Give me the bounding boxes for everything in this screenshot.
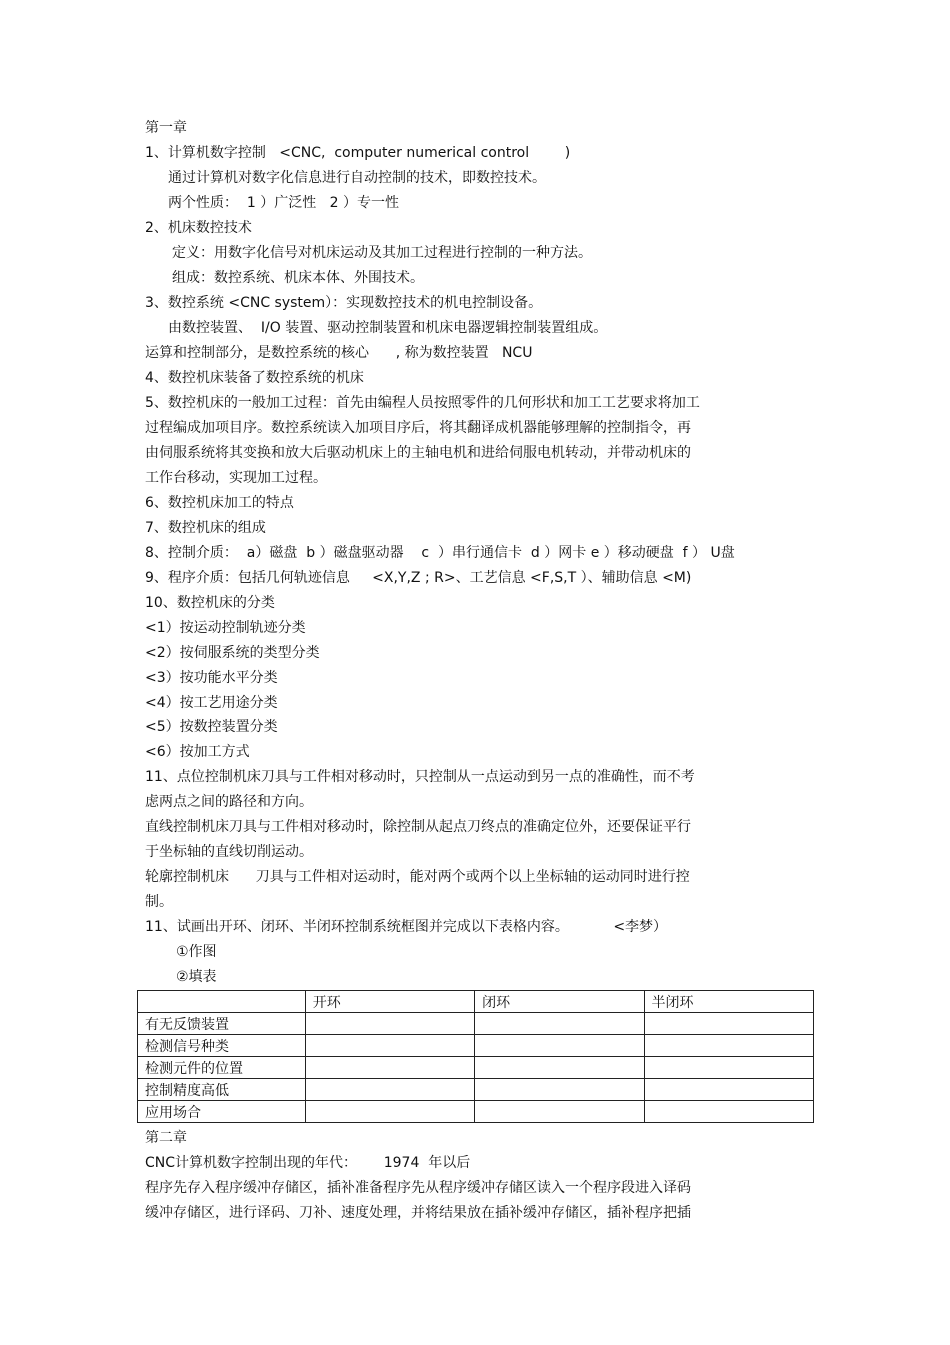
text-line: 直线控制机床刀具与工件相对移动时，除控制从起点刀终点的准确定位外，还要保证平行 (145, 819, 691, 835)
text-line: 4、数控机床装备了数控系统的机床 (145, 370, 364, 386)
text-line: <6）按加工方式 (145, 744, 250, 760)
control-system-table (137, 990, 814, 1123)
text-line: 两个性质： 1 ）广泛性 2 ）专一性 (168, 195, 399, 211)
text-line: 制。 (145, 894, 173, 910)
text-line: 5、数控机床的一般加工过程：首先由编程人员按照零件的几何形状和加工工艺要求将加工 (145, 395, 700, 411)
table-cell (475, 1101, 644, 1123)
text-line: 虑两点之间的路径和方向。 (145, 794, 313, 810)
text-line: ②填表 (176, 969, 217, 985)
table-cell (475, 1057, 644, 1079)
text-line: 1、计算机数字控制 <CNC, computer numerical control ) (145, 145, 571, 161)
text-line: 程序先存入程序缓冲存储区，插补准备程序先从程序缓冲存储区读入一个程序段进入译码 (145, 1180, 691, 1196)
text-line: 组成：数控系统、机床本体、外围技术。 (172, 270, 424, 286)
text-line: <5）按数控装置分类 (145, 719, 278, 735)
text-line: 定义：用数字化信号对机床运动及其加工过程进行控制的一种方法。 (172, 245, 592, 261)
chapter-1-title: 第一章 (145, 120, 187, 136)
row-label: 应用场合 (138, 1101, 306, 1123)
text-line: 3、数控系统 <CNC system）：实现数控技术的机电控制设备。 (145, 295, 543, 311)
table-cell (475, 1035, 644, 1057)
table-header-row (138, 991, 814, 1013)
row-label: 有无反馈装置 (138, 1013, 306, 1035)
text-line: <3）按功能水平分类 (145, 670, 278, 686)
text-line: 工作台移动，实现加工过程。 (145, 470, 327, 486)
text-line: 6、数控机床加工的特点 (145, 495, 294, 511)
table-row (138, 1035, 814, 1057)
table-cell (305, 1013, 474, 1035)
table-cell (475, 1013, 644, 1035)
text-line: <1）按运动控制轨迹分类 (145, 620, 306, 636)
table-header-cell (138, 991, 306, 1013)
text-line: 9、程序介质：包括几何轨迹信息 <X,Y,Z ; R>、工艺信息 <F,S,T ）、辅助信息 <M) (145, 570, 692, 586)
table-header-cell: 开环 (305, 991, 474, 1013)
table-cell (644, 1079, 814, 1101)
text-line: CNC计算机数字控制出现的年代： 1974 年以后 (145, 1155, 471, 1171)
table-cell (644, 1035, 814, 1057)
text-line: 过程编成加项目序。数控系统读入加项目序后，将其翻译成机器能够理解的控制指令，再 (145, 420, 691, 436)
text-line: 10、数控机床的分类 (145, 595, 275, 611)
table-cell (644, 1101, 814, 1123)
text-line: <2）按伺服系统的类型分类 (145, 645, 320, 661)
table-header-cell: 半闭环 (644, 991, 814, 1013)
text-line: 通过计算机对数字化信息进行自动控制的技术，即数控技术。 (168, 170, 546, 186)
row-label: 控制精度高低 (138, 1079, 306, 1101)
text-line: 运算和控制部分，是数控系统的核心 , 称为数控装置 NCU (145, 345, 533, 361)
text-line: ①作图 (176, 944, 217, 960)
text-line: 由数控装置、 I/O 装置、驱动控制装置和机床电器逻辑控制装置组成。 (168, 320, 608, 336)
table-row (138, 1013, 814, 1035)
text-line: 缓冲存储区，进行译码、刀补、速度处理，并将结果放在插补缓冲存储区，插补程序把插 (145, 1205, 691, 1221)
text-line: 7、数控机床的组成 (145, 520, 266, 536)
text-line: 于坐标轴的直线切削运动。 (145, 844, 313, 860)
text-line: 轮廓控制机床 刀具与工件相对运动时，能对两个或两个以上坐标轴的运动同时进行控 (145, 869, 690, 885)
row-label: 检测元件的位置 (138, 1057, 306, 1079)
text-line: 由伺服系统将其变换和放大后驱动机床上的主轴电机和进给伺服电机转动，并带动机床的 (145, 445, 691, 461)
table-cell (644, 1013, 814, 1035)
text-line: 11、点位控制机床刀具与工件相对移动时，只控制从一点运动到另一点的准确性，而不考 (145, 769, 695, 785)
table-cell (305, 1079, 474, 1101)
table-cell (644, 1057, 814, 1079)
table-cell (305, 1035, 474, 1057)
table-cell (475, 1079, 644, 1101)
table-cell (305, 1101, 474, 1123)
table-cell (305, 1057, 474, 1079)
table-row (138, 1057, 814, 1079)
text-line: 2、机床数控技术 (145, 220, 252, 236)
text-line: 11、试画出开环、闭环、半闭环控制系统框图并完成以下表格内容。 <李梦） (145, 919, 668, 935)
text-line: 8、控制介质： a）磁盘 b ）磁盘驱动器 c ）串行通信卡 d ）网卡 e ）移动硬盘 f ） U盘 (145, 545, 735, 561)
table-header-cell: 闭环 (475, 991, 644, 1013)
table-row (138, 1101, 814, 1123)
text-line: <4）按工艺用途分类 (145, 695, 278, 711)
table-row (138, 1079, 814, 1101)
row-label: 检测信号种类 (138, 1035, 306, 1057)
chapter-2-title: 第二章 (145, 1130, 187, 1146)
